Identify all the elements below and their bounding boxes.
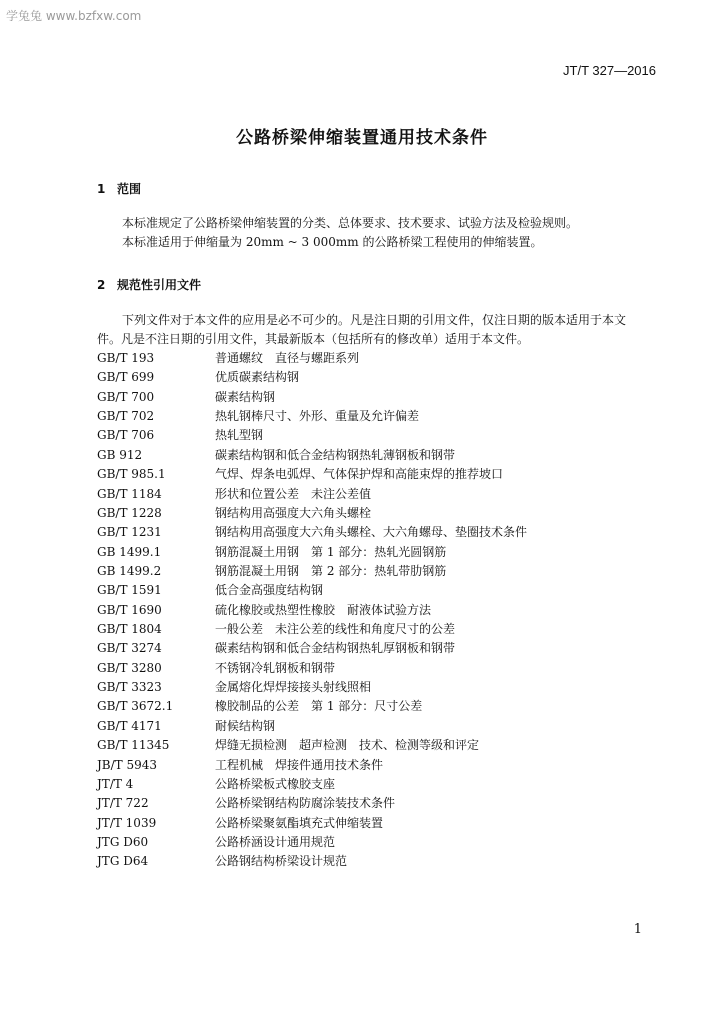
reference-code: GB/T 1184: [97, 486, 162, 501]
reference-item: [97, 814, 527, 833]
reference-title: 优质碳素结构钢: [215, 370, 300, 385]
section-number: 2: [97, 278, 106, 292]
reference-code: JB/T 5943: [97, 757, 158, 772]
reference-item: [97, 388, 527, 407]
reference-code: GB/T 1690: [97, 602, 162, 617]
reference-code: GB/T 3323: [97, 680, 162, 695]
reference-title: 钢结构用高强度大六角头螺栓: [215, 505, 372, 520]
reference-item: [97, 523, 527, 542]
reference-code: GB 1499.2: [97, 563, 162, 578]
reference-item: [97, 562, 527, 581]
reference-title: 硫化橡胶或热塑性橡胶 耐液体试验方法: [215, 602, 432, 617]
reference-code: JTG D64: [97, 854, 149, 869]
reference-item: [97, 349, 527, 368]
reference-title: 公路钢结构桥梁设计规范: [215, 854, 348, 869]
reference-code: GB/T 11345: [97, 738, 170, 753]
reference-item: [97, 639, 527, 658]
reference-title: 钢筋混凝土用钢 第 1 部分：热轧光圆钢筋: [215, 544, 447, 559]
reference-title: 碳素结构钢: [215, 389, 276, 404]
reference-item: [97, 697, 527, 716]
reference-item: [97, 368, 527, 387]
reference-title: 不锈钢冷轧钢板和钢带: [215, 660, 336, 675]
section-title: 范围: [117, 182, 142, 196]
reference-item: [97, 601, 527, 620]
reference-title: 热轧钢棒尺寸、外形、重量及允许偏差: [215, 409, 420, 424]
references-intro-line-1: 下列文件对于本文件的应用是必不可少的。凡是注日期的引用文件，仅注日期的版本适用于本文: [122, 313, 627, 327]
reference-title: 公路桥涵设计通用规范: [215, 834, 336, 849]
reference-title: 公路桥梁钢结构防腐涂装技术条件: [215, 796, 396, 811]
reference-item: [97, 756, 527, 775]
normative-references-list: [97, 349, 527, 872]
reference-code: GB/T 706: [97, 428, 155, 443]
reference-title: 工程机械 焊接件通用技术条件: [215, 757, 384, 772]
reference-item: [97, 426, 527, 445]
reference-code: GB/T 985.1: [97, 467, 166, 482]
reference-code: JT/T 722: [97, 796, 149, 811]
reference-code: GB/T 3280: [97, 660, 162, 675]
reference-code: GB 1499.1: [97, 544, 162, 559]
watermark: 学兔兔 www.bzfxw.com: [6, 9, 142, 23]
section-1-heading: [97, 180, 141, 197]
reference-item: [97, 504, 527, 523]
section-title: 规范性引用文件: [117, 278, 202, 292]
page-number: 1: [633, 922, 642, 937]
reference-title: 热轧型钢: [215, 428, 264, 443]
reference-item: [97, 833, 527, 852]
reference-title: 低合金高强度结构钢: [215, 583, 324, 598]
references-intro-line-2: 件。凡是不注日期的引用文件，其最新版本（包括所有的修改单）适用于本文件。: [97, 332, 530, 346]
reference-code: JT/T 1039: [97, 815, 157, 830]
reference-item: [97, 852, 527, 871]
reference-code: GB 912: [97, 447, 143, 462]
reference-code: GB/T 699: [97, 370, 155, 385]
reference-code: GB/T 700: [97, 389, 155, 404]
reference-code: JT/T 4: [97, 776, 134, 791]
reference-code: GB/T 193: [97, 351, 155, 365]
reference-title: 钢结构用高强度大六角头螺栓、大六角螺母、垫圈技术条件: [215, 525, 528, 540]
reference-code: GB/T 1231: [97, 525, 162, 540]
reference-title: 气焊、焊条电弧焊、气体保护焊和高能束焊的推荐坡口: [215, 467, 504, 482]
reference-item: [97, 717, 527, 736]
reference-item: [97, 678, 527, 697]
reference-title: 焊缝无损检测 超声检测 技术、检测等级和评定: [215, 738, 480, 753]
reference-item: [97, 581, 527, 600]
reference-item: [97, 736, 527, 755]
reference-code: GB/T 4171: [97, 718, 162, 733]
reference-code: GB/T 1591: [97, 583, 162, 598]
reference-code: GB/T 3672.1: [97, 699, 174, 714]
reference-item: [97, 543, 527, 562]
reference-code: GB/T 3274: [97, 641, 162, 656]
document-title: 公路桥梁伸缩装置通用技术条件: [236, 128, 488, 148]
reference-code: GB/T 1804: [97, 622, 162, 637]
reference-title: 公路桥梁聚氨酯填充式伸缩装置: [215, 815, 384, 830]
scope-paragraph-1: 本标准规定了公路桥梁伸缩装置的分类、总体要求、技术要求、试验方法及检验规则。: [122, 216, 579, 230]
reference-title: 形状和位置公差 未注公差值: [215, 486, 372, 501]
reference-title: 碳素结构钢和低合金结构钢热轧厚钢板和钢带: [215, 641, 456, 656]
reference-title: 公路桥梁板式橡胶支座: [215, 776, 336, 791]
reference-item: [97, 659, 527, 678]
reference-title: 耐候结构钢: [215, 718, 276, 733]
reference-title: 钢筋混凝土用钢 第 2 部分：热轧带肋钢筋: [215, 563, 447, 578]
reference-code: GB/T 702: [97, 409, 155, 424]
reference-item: [97, 620, 527, 639]
reference-title: 普通螺纹 直径与螺距系列: [215, 351, 360, 365]
reference-title: 橡胶制品的公差 第 1 部分：尺寸公差: [215, 699, 423, 714]
section-2-heading: [97, 276, 201, 293]
standard-number: JT/T 327—2016: [563, 63, 656, 78]
reference-code: JTG D60: [97, 834, 149, 849]
reference-title: 金属熔化焊焊接接头射线照相: [215, 680, 372, 695]
reference-item: [97, 485, 527, 504]
reference-title: 碳素结构钢和低合金结构钢热轧薄钢板和钢带: [215, 447, 456, 462]
reference-item: [97, 407, 527, 426]
reference-code: GB/T 1228: [97, 505, 162, 520]
reference-title: 一般公差 未注公差的线性和角度尺寸的公差: [215, 622, 456, 637]
reference-item: [97, 775, 527, 794]
reference-item: [97, 465, 527, 484]
reference-item: [97, 446, 527, 465]
section-number: 1: [97, 182, 106, 196]
scope-paragraph-2: 本标准适用于伸缩量为 20mm ~ 3 000mm 的公路桥梁工程使用的伸缩装置。: [122, 235, 543, 249]
reference-item: [97, 794, 527, 813]
